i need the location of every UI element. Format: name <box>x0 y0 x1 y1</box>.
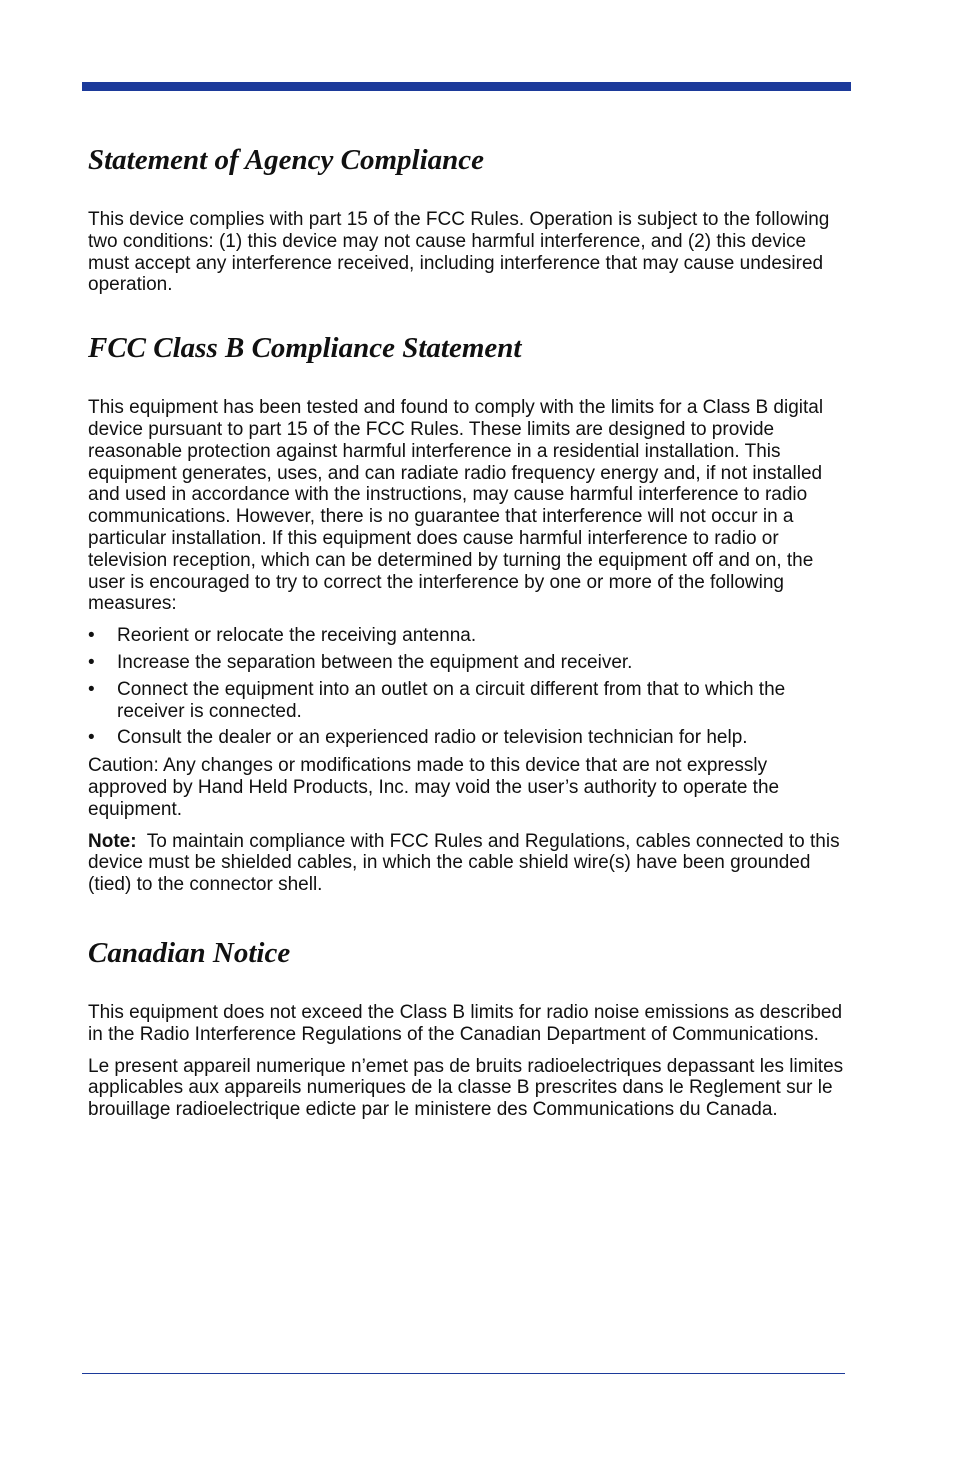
bullet-icon: • <box>88 727 95 749</box>
fcc-class-b-body: This equipment has been tested and found to comply with the limits for a Class B digital device pursuant to part 15 of the FCC Rules. These limits are designed to provide reasonable protection against harmful interference in a residential installation. This equipment generates, uses, and can radiate radio frequency energy and, if not installed and used in accordance with the instructions, may cause harmful interference to radio communications. However, there is no guarantee that interference will not occur in a particular installation. If this equipment does cause harmful interference to radio or television reception, which can be determined by turning the equipment off and on, the user is encouraged to try to correct the interference by one or more of the following measures: <box>88 397 824 615</box>
note-text: To maintain compliance with FCC Rules and Regulations, cables connected to this device must be shielded cables, in which the cable shield wire(s) have been grounded (tied) to the connector shell. <box>88 830 845 896</box>
list-item <box>88 727 844 749</box>
list-item <box>88 652 844 674</box>
bullet-icon: • <box>88 678 95 700</box>
canadian-notice-english: This equipment does not exceed the Class B limits for radio noise emissions as described in the Radio Interference Regulations of the Canadian Department of Communications. <box>88 1001 843 1045</box>
fcc-measures-list <box>88 625 844 749</box>
page-content <box>88 140 844 1121</box>
list-item <box>88 679 844 723</box>
header-rule <box>82 82 851 91</box>
note-label: Note: <box>88 830 137 852</box>
bullet-icon: • <box>88 625 95 647</box>
agency-compliance-heading: Statement of Agency Compliance <box>88 144 485 176</box>
list-item <box>88 625 844 647</box>
fcc-class-b-heading: FCC Class B Compliance Statement <box>88 332 522 365</box>
note-paragraph <box>88 831 844 896</box>
list-item-text: Consult the dealer or an experienced radio or television technician for help. <box>117 727 748 749</box>
bullet-icon: • <box>88 651 95 673</box>
list-item-text: Increase the separation between the equipment and receiver. <box>117 651 633 673</box>
caution-paragraph: Caution: Any changes or modifications made to this device that are not expressly approved by Hand Held Products, Inc. may void the user’s authority to operate the equipment. <box>88 755 780 820</box>
canadian-notice-heading: Canadian Notice <box>88 936 291 969</box>
agency-compliance-body: This device complies with part 15 of the FCC Rules. Operation is subject to the following two conditions: (1) this device may not cause harmful interference, and (2) this device must accept any interference received, including interference that may cause undesired operation. <box>88 209 830 296</box>
footer-rule <box>82 1373 845 1374</box>
canadian-notice-french: Le present appareil numerique n’emet pas de bruits radioelectriques depassant les limites applicables aux appareils numeriques de la classe B prescrites dans le Reglement sur le brouillage radioelectrique edicte par le ministere des Communications du Canada. <box>88 1055 844 1121</box>
list-item-text: Reorient or relocate the receiving antenna. <box>117 625 477 647</box>
list-item-text: Connect the equipment into an outlet on a circuit different from that to which the receiver is connected. <box>117 678 786 722</box>
